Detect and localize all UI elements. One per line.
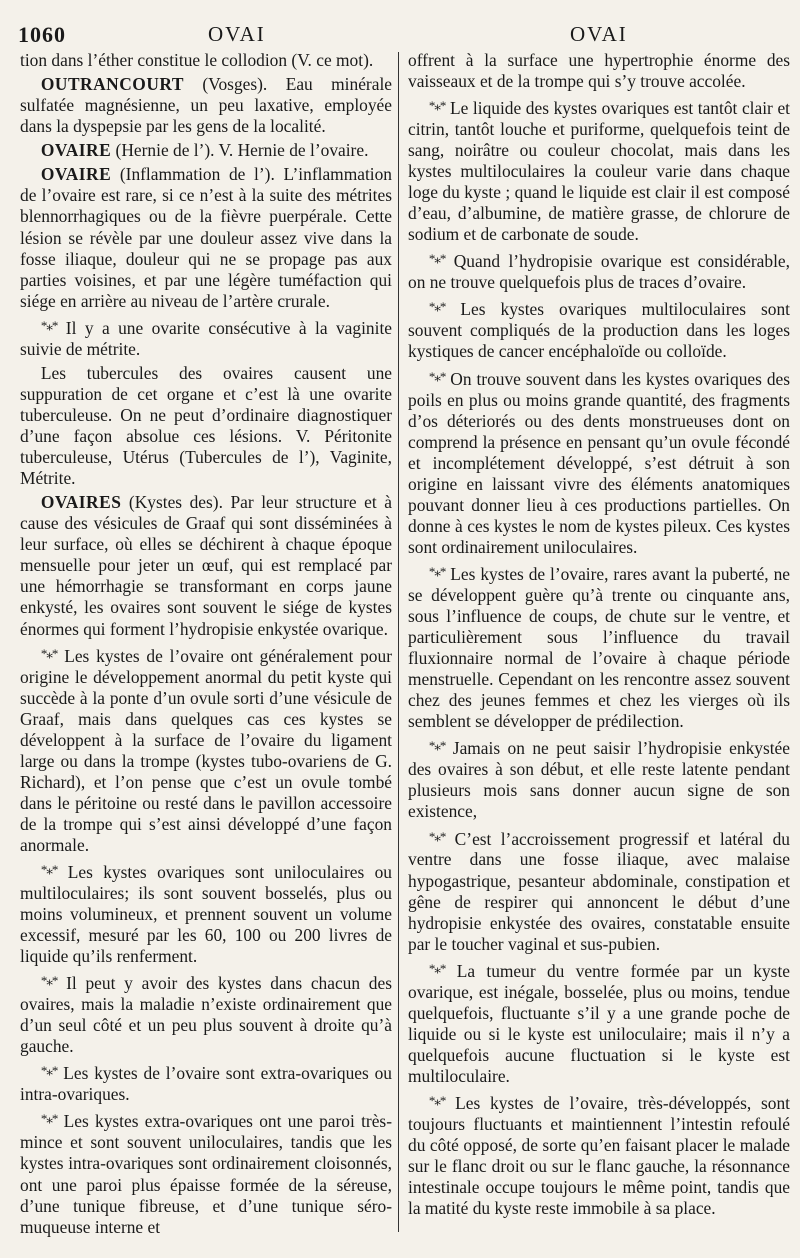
asterism-mark: *⁎* (428, 828, 446, 844)
paragraph (20, 164, 392, 311)
asterism-mark: *⁎* (428, 960, 446, 976)
paragraph (408, 296, 790, 362)
asterism-mark: *⁎* (40, 862, 58, 878)
paragraph-text: Les kystes extra-ovariques ont une paroi très-mince et sont souvent uniloculaires, tandis que les kystes intra-ovariques sont ordinairement cloisonnés, ont une paroi plus épaisse formée de la séreuse, d’une tunique fibreuse, et d’une tunique séro-muqueuse interne et (20, 1111, 392, 1237)
paragraph (408, 50, 790, 92)
paragraph-text: (Inflammation de l’). L’inflammation de l’ovaire est rare, si ce n’est à la suite des métrites blennorrhagiques ou de la fièvre puerpérale. Cette lésion se révèle par une douleur assez vive dans la fosse iliaque, douleur qui ne se propage pas aux parties voisines, et par une légère tuméfaction qui siége en arrière au niveau de l’artère crurale. (20, 164, 392, 311)
paragraph-text: Les tubercules des ovaires causent une suppuration de cet organe et c’est là une ovarite tuberculeuse. On ne peut d’ordinaire diagnostiquer d’une façon absolue ces lésions. V. Péritonite tuberculeuse, Utérus (Tubercules de l’), Vaginite, Métrite. (20, 362, 392, 489)
asterism-mark: *⁎* (428, 299, 446, 315)
asterism-mark: *⁎* (40, 1063, 58, 1079)
paragraph-text: Il y a une ovarite consécutive à la vaginite suivie de métrite. (20, 317, 392, 359)
paragraph (408, 561, 790, 732)
paragraph (20, 1108, 392, 1237)
asterism-mark: *⁎* (40, 973, 58, 989)
paragraph-text: offrent à la surface une hypertrophie énorme des vaisseaux et de la trompe qui s’y trouve accolée. (408, 50, 790, 92)
paragraph-text: Les kystes de l’ovaire ont généralement pour origine le développement anormal du petit kyste qui succède à la ponte d’un ovule sorti d’une vésicule de Graaf, mais dans quelques cas ces kystes se développent à la surface de l’ovaire du ligament large ou dans la trompe (kystes tubo-ovariens de G. Richard), et l’on pense que c’est un ovule tombé dans le péritoine ou resté dans le pavillon accessoire de la trompe qui s’est ainsi développé d’une façon anormale. (20, 645, 392, 856)
asterism-mark: *⁎* (40, 1111, 58, 1127)
right-column (408, 50, 790, 1222)
paragraph-text: Le liquide des kystes ovariques est tantôt clair et citrin, tantôt louche et puriforme, quelquefois teint de sang, noirâtre ou couleur chocolat, mais dans les kystes multiloculaires la couleur varie dans chaque loge du kyste ; quand le liquide est clair il est composé d’eau, d’albumine, de matière grasse, de chlorure de sodium et de carbonate de soude. (408, 98, 790, 245)
paragraph (20, 492, 392, 639)
running-head-left: OVAI (208, 22, 266, 46)
paragraph (408, 1090, 790, 1219)
paragraph-text: On trouve souvent dans les kystes ovariques des poils en plus ou moins grande quantité, des fragments d’os déteriorés ou des dents monstrueuses dont on comprend la présence en pensant qu’un ovule fécondé et incomplétement développé, s’est détruit à son origine en laissant vivre des éléments anatomiques pouvant donner lieu à ces productions partielles. On donne à ces kystes le nom de kystes pileux. Ces kystes sont ordinairement uniloculaires. (408, 368, 790, 557)
paragraph (20, 643, 392, 857)
asterism-mark: *⁎* (40, 645, 58, 661)
paragraph-text: Quand l’hydropisie ovarique est considérable, on ne trouve quelquefois plus de traces d’ovaire. (408, 251, 790, 293)
paragraph (408, 735, 790, 822)
paragraph (20, 859, 392, 967)
paragraph-text: Les kystes de l’ovaire, très-développés, sont toujours fluctuants et maintiennent l’intestin refoulé du côté opposé, de sorte qu’en faisant placer le malade sur le flanc droit ou sur le flanc gauche, la résonnance intestinale occupe toujours le même point, tandis que la matité du kyste reste immobile à sa place. (408, 1092, 790, 1219)
asterism-mark: *⁎* (428, 738, 446, 754)
asterism-mark: *⁎* (40, 317, 58, 333)
paragraph-text: La tumeur du ventre formée par un kyste ovarique, est inégale, bosselée, plus ou moins, tendue quelquefois, fluctuante s’il y a une grande poche de liquide ou si le kyste est uniloculaire; mais il n’y a quelquefois aucune fluctuation si le kyste est multiloculaire. (408, 960, 790, 1086)
entry-headword: OUTRANCOURT (40, 74, 184, 95)
paragraph-text: C’est l’accroissement progressif et latéral du ventre dans une fosse iliaque, avec malaise hypogastrique, pesanteur abdominale, constipation et gêne de respirer qui annoncent le début d’une hydropisie enkystée des ovaires, constatable ensuite par le toucher vaginal et sus-pubien. (408, 828, 790, 954)
left-column (20, 50, 392, 1241)
asterism-mark: *⁎* (428, 1093, 446, 1109)
running-head-right: OVAI (570, 22, 628, 46)
page-header (18, 22, 788, 52)
paragraph-text: (Kystes des). Par leur structure et à cause des vésicules de Graaf qui sont disséminées à leur surface, où elles se déchirent à chaque époque mensuelle pour jeter un œuf, qui est remplacé par une hémorrhagie se transformant en corps jaune enkysté, les ovaires sont souvent le siége de kystes énormes qui forment l’hydropisie enkystée ovarique. (20, 492, 392, 639)
asterism-mark: *⁎* (428, 251, 446, 267)
paragraph (20, 74, 392, 137)
paragraph (20, 50, 392, 71)
page-number: 1060 (18, 22, 66, 47)
entry-headword: OVAIRE (40, 140, 112, 161)
paragraph-text: Les kystes de l’ovaire, rares avant la puberté, ne se développent guère qu’à trente ou cinquante ans, sous l’influence de coups, de chute sur le ventre, et particulièrement sous l’influence du travail fluxionnaire normal de l’ovaire à chaque période menstruelle. Cependant on les rencontre assez souvent chez des jeunes femmes et chez les vierges où ils semblent se développer de prédilection. (408, 563, 790, 732)
entry-headword: OVAIRES (40, 492, 122, 513)
paragraph-text: Les kystes ovariques multiloculaires sont souvent compliqués de la production dans les loges kystiques de cancer encéphaloïde ou colloïde. (408, 299, 790, 362)
paragraph (20, 315, 392, 360)
asterism-mark: *⁎* (428, 368, 446, 384)
entry-headword: OVAIRE (40, 164, 112, 185)
paragraph (20, 363, 392, 489)
asterism-mark: *⁎* (428, 564, 446, 579)
paragraph-text: Les kystes de l’ovaire sont extra-ovariques ou intra-ovariques. (20, 1063, 392, 1105)
paragraph (20, 1060, 392, 1105)
paragraph-text: tion dans l’éther constitue le collodion (V. ce mot). (20, 50, 374, 70)
paragraph (408, 958, 790, 1087)
paragraph (408, 95, 790, 245)
paragraph-text: (Hernie de l’). V. Hernie de l’ovaire. (111, 140, 369, 161)
paragraph (20, 970, 392, 1057)
paragraph-text: Les kystes ovariques sont uniloculaires ou multiloculaires; ils sont souvent bosselés, plus ou moins volumineux, et prennent souvent un volume excessif, mesuré par les 60, 100 ou 200 livres de liquide qu’ils renferment. (20, 861, 392, 967)
paragraph (408, 826, 790, 955)
paragraph-text: Jamais on ne peut saisir l’hydropisie enkystée des ovaires à son début, et elle reste latente pendant plusieurs mois sans donner aucun signe de son existence, (408, 738, 790, 822)
paragraph (408, 248, 790, 293)
paragraph-text: (Vosges). Eau minérale sulfatée magnésienne, un peu laxative, employée dans la dyspepsie par les gens de la localité. (20, 74, 392, 137)
column-divider (398, 52, 399, 1232)
paragraph (408, 366, 790, 558)
paragraph-text: Il peut y avoir des kystes dans chacun des ovaires, mais la maladie n’existe ordinairement que d’un seul côté et un peu plus souvent à droite qu’à gauche. (20, 973, 392, 1057)
asterism-mark: *⁎* (428, 98, 446, 114)
paragraph (20, 140, 392, 161)
